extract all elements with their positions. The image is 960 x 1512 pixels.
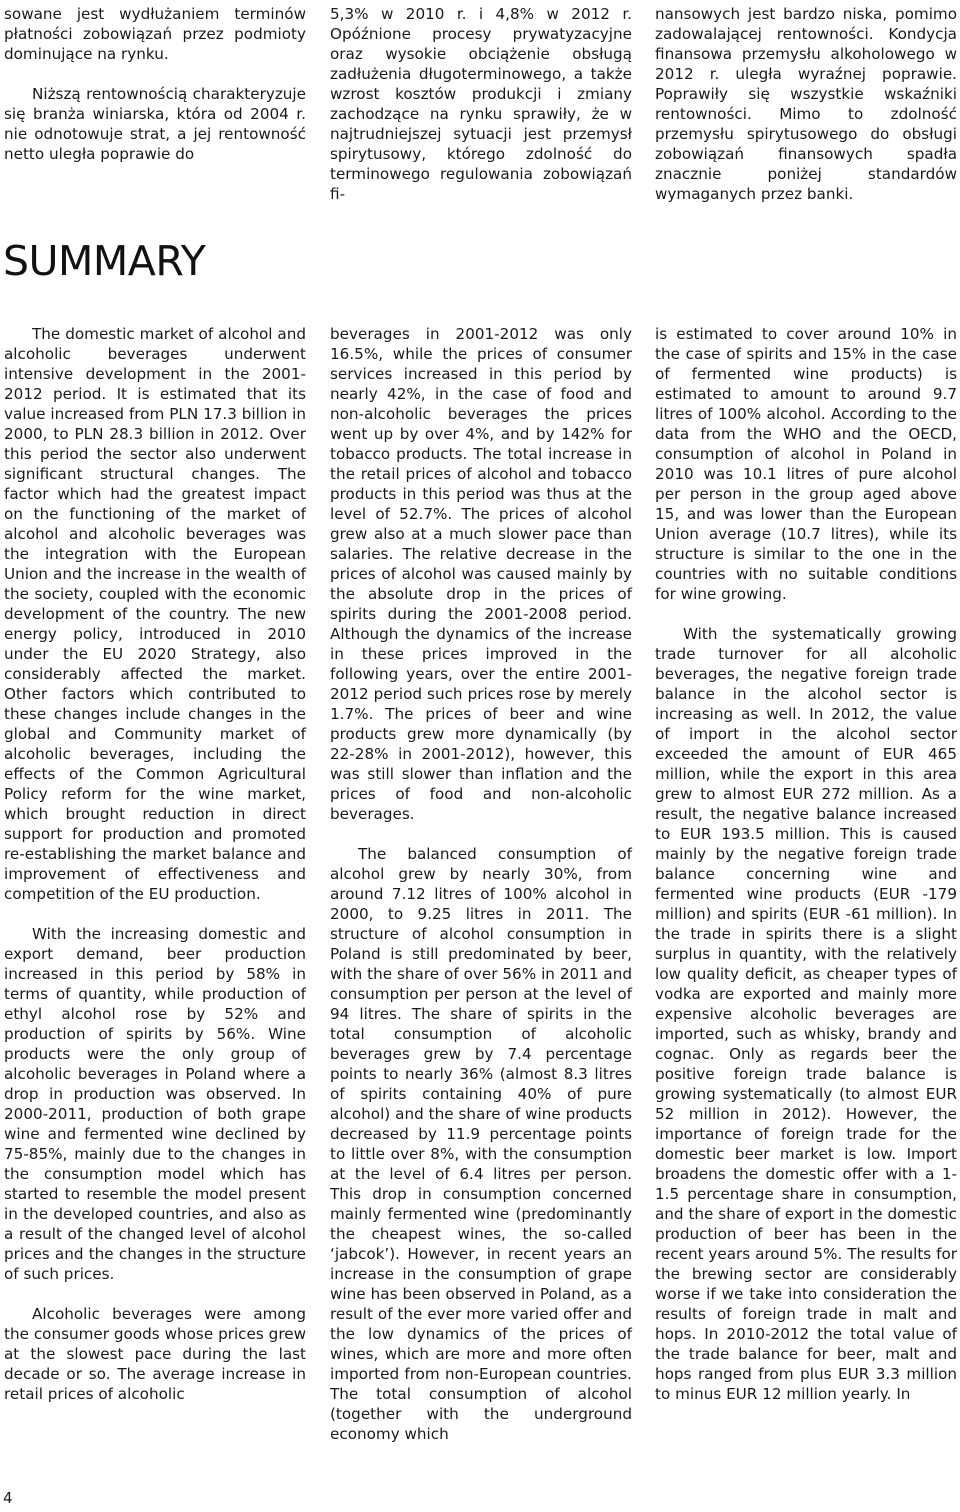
paragraph: 5,3% w 2010 r. i 4,8% w 2012 r. Opóźnione procesy prywatyzacyjne oraz wysokie obciążenie obsługą zadłużenia długoterminowego, a także wzrost kosztów produkcji i zmiany zachodzące na rynku sprawiły, że w najtrudniejszej sytuacji jest przemysł spirytusowy, którego zdolność do terminowego regulowania zobowiązań fi-: [330, 5, 632, 203]
polish-column-3: [655, 4, 957, 204]
paragraph: sowane jest wydłużaniem terminów płatności zobowiązań przez podmioty dominujące na rynku.: [4, 5, 306, 63]
paragraph: With the increasing domestic and export demand, beer production increased in this period by 58% in terms of quantity, while production of ethyl alcohol rose by 52% and production of spirits by 56%. Wine products were the only group of alcoholic beverages in Poland where a drop in production was observed. In 2000-2011, production of both grape wine and fermented wine declined by 75-85%, mainly due to the changes in the consumption model which has started to resemble the model present in the developed countries, and also as a result of the changed level of alcohol prices and the changes in the structure of such prices.: [4, 925, 306, 1283]
paragraph: With the systematically growing trade turnover for all alcoholic beverages, the negative foreign trade balance in the alcohol sector is increasing as well. In 2012, the value of import in the alcohol sector exceeded the amount of EUR 465 million, while the export in this area grew to almost EUR 272 million. As a result, the negative balance increased to EUR 193.5 million. This is caused mainly by the negative foreign trade balance concerning wine and fermented wine products (EUR -179 million) and spirits (EUR -61 million). In the trade in spirits there is a slight surplus in quantity, with the relatively low quality deficit, as cheaper types of vodka are exported and mainly more expensive alcoholic beverages are imported, such as whisky, brandy and cognac. Only as regards beer the positive foreign trade balance is growing systematically (to almost EUR 52 million in 2012). However, the importance of foreign trade for the domestic beer market is low. Import broadens the domestic offer with a 1-1.5 percentage share in consumption, and the share of export in the domestic production of beer has been in the recent years around 5%. The results for the brewing sector are considerably worse if we take into consideration the results of foreign trade in malt and hops. In 2010-2012 the total value of the trade balance for beer, malt and hops ranged from plus EUR 3.3 million to minus EUR 12 million yearly. In: [655, 625, 957, 1403]
summary-column-3: [655, 324, 957, 1404]
paragraph: The domestic market of alcohol and alcoholic beverages underwent intensive development in the 2001-2012 period. It is estimated that its value increased from PLN 17.3 billion in 2000, to PLN 28.3 billion in 2012. Over this period the sector also underwent significant structural changes. The factor which had the greatest impact on the functioning of the market of alcohol and alcoholic beverages was the integration with the European Union and the increase in the wealth of the society, coupled with the economic development of the country. The new energy policy, introduced in 2010 under the EU 2020 Strategy, also considerably affected the market. Other factors which contributed to these changes include changes in the global and Community market of alcoholic beverages, including the effects of the Common Agricultural Policy reform for the wine market, which brought reduction in direct support for production and promoted re-establishing the market balance and improvement of effectiveness and competition of the EU production.: [4, 325, 306, 903]
summary-column-2: [330, 324, 632, 1444]
summary-heading: SUMMARY: [3, 237, 206, 285]
page-number: 4: [3, 1489, 13, 1507]
paragraph: beverages in 2001-2012 was only 16.5%, while the prices of consumer services increased in this period by nearly 42%, in the case of food and non-alcoholic beverages the prices went up by over 4%, and by 142% for tobacco products. The total increase in the retail prices of alcohol and tobacco products in this period was thus at the level of 52.7%. The prices of alcohol grew also at a much slower pace than salaries. The relative decrease in the prices of alcohol was caused mainly by the absolute drop in the prices of spirits during the 2001-2008 period. Although the dynamics of the increase in these prices improved in the following years, over the entire 2001-2012 period such prices rose by merely 1.7%. The prices of beer and wine products grew more dynamically (by 22-28% in 2001-2012), however, this was still slower than inflation and the prices of food and non-alcoholic beverages.: [330, 325, 632, 823]
paragraph: Alcoholic beverages were among the consumer goods whose prices grew at the slowest pace during the last decade or so. The average increase in retail prices of alcoholic: [4, 1305, 306, 1403]
polish-column-2: [330, 4, 632, 204]
paragraph: The balanced consumption of alcohol grew by nearly 30%, from around 7.12 litres of 100% alcohol in 2000, to 9.25 litres in 2011. The structure of alcohol consumption in Poland is still predominated by beer, with the share of over 56% in 2011 and consumption per person at the level of 94 litres. The share of spirits in the total consumption of alcoholic beverages grew by 7.4 percentage points to nearly 36% (almost 8.3 litres of spirits containing 40% of pure alcohol) and the share of wine products decreased by 11.9 percentage points to little over 8%, with the consumption at the level of 6.4 litres per person. This drop in consumption concerned mainly fermented wine (predominantly the cheapest wines, the so-called ‘jabcok’). However, in recent years an increase in the consumption of grape wine has been observed in Poland, as a result of the ever more varied offer and the low dynamics of the prices of wines, which are more and more often imported from non-European countries. The total consumption of alcohol (together with the underground economy which: [330, 845, 632, 1443]
paragraph: Niższą rentownością charakteryzuje się branża winiarska, która od 2004 r. nie odnotowuje strat, a jej rentowność netto uległa poprawie do: [4, 85, 306, 163]
polish-column-1: [4, 4, 306, 164]
paragraph: nansowych jest bardzo niska, pomimo zadowalającej rentowności. Kondycja finansowa przemysłu alkoholowego w 2012 r. uległa wyraźnej poprawie. Poprawiły się wszystkie wskaźniki rentowności. Mimo to zdolność przemysłu spirytusowego do obsługi zobowiązań finansowych spadła znacznie poniżej standardów wymaganych przez banki.: [655, 5, 957, 203]
summary-column-1: [4, 324, 306, 1404]
paragraph: is estimated to cover around 10% in the case of spirits and 15% in the case of fermented wine products) is estimated to amount to around 9.7 litres of 100% alcohol. According to the data from the WHO and the OECD, consumption of alcohol in Poland in 2010 was 10.1 litres of pure alcohol per person in the group aged above 15, and was lower than the European Union average (10.7 litres), while its structure is similar to the one in the countries with no suitable conditions for wine growing.: [655, 325, 957, 603]
